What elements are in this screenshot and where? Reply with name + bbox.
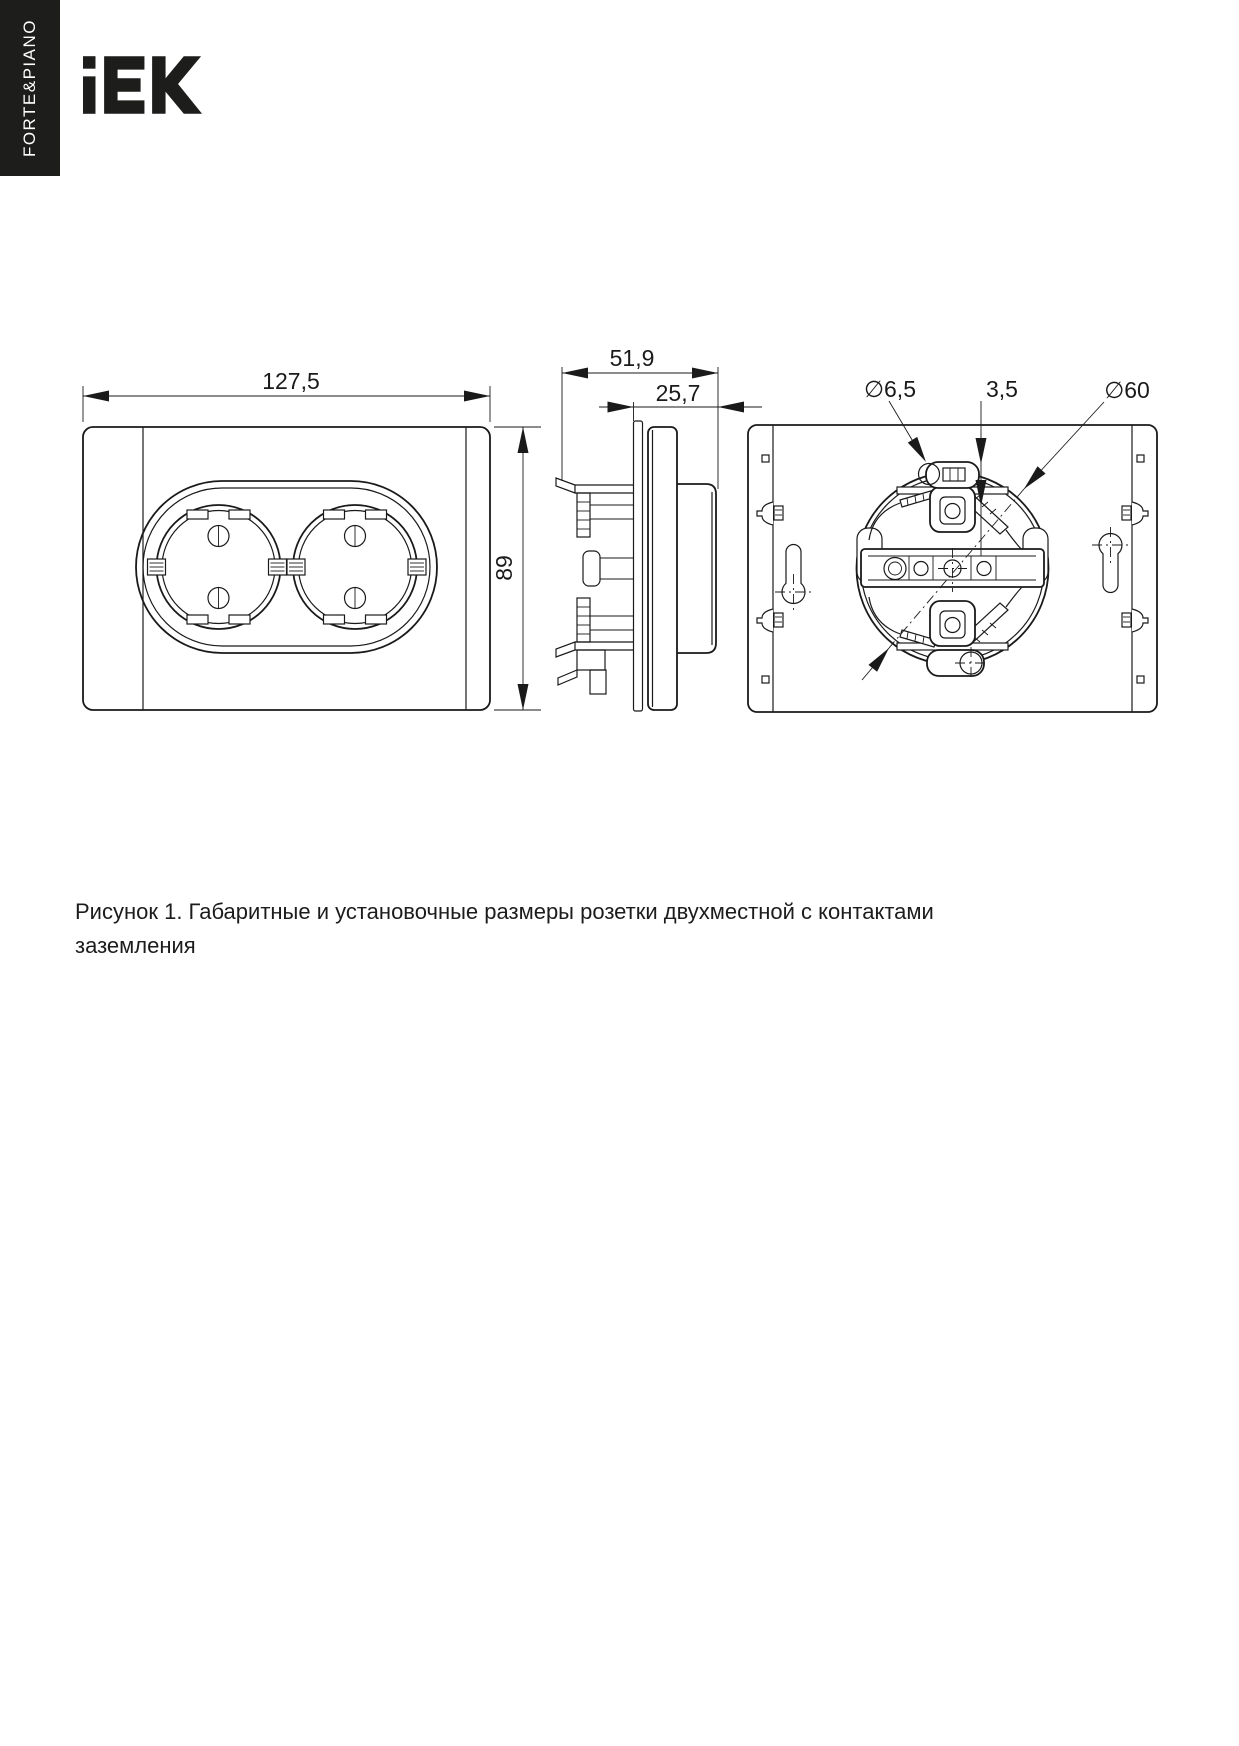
dim-side-depth-front: [599, 380, 762, 421]
dim-side-depth-front-label: 25,7: [655, 380, 701, 406]
annotation-screw-hole-label: ∅6,5: [863, 376, 917, 402]
front-view: [83, 368, 541, 710]
dim-side-depth-total: [562, 345, 718, 489]
mechanism-profile: [556, 478, 633, 694]
dim-front-height: [491, 427, 541, 710]
mounting-ear-bottom: [927, 647, 988, 680]
grounding-clips: [148, 559, 427, 575]
figure-caption-line1: Рисунок 1. Габаритные и установочные размеры розетки двухместной с контактами: [75, 899, 934, 924]
figure-caption-line2: заземления: [75, 933, 196, 958]
keyhole-right: [1092, 527, 1129, 593]
rear-view: [748, 376, 1157, 712]
dim-front-width-label: 127,5: [262, 368, 320, 394]
annotation-screw-hole: [864, 376, 926, 462]
dim-side-depth-total-label: 51,9: [609, 345, 655, 371]
side-view: [556, 345, 762, 711]
series-tab-label: FORTE&PIANO: [20, 18, 39, 158]
terminal-strip: [861, 548, 1044, 592]
claw-housing-top: [930, 487, 975, 532]
annotation-mounting-diameter-label: ∅60: [1104, 377, 1150, 403]
annotation-claw-offset-label: 3,5: [986, 376, 1018, 402]
dim-front-width: [83, 368, 490, 422]
technical-drawing: [0, 0, 1239, 780]
figure-caption: [75, 895, 1055, 963]
dim-front-height-label: 89: [491, 555, 517, 581]
mounting-ear-top: [919, 462, 980, 488]
claw-housing-bottom: [930, 601, 975, 646]
keyhole-left: [775, 545, 812, 610]
